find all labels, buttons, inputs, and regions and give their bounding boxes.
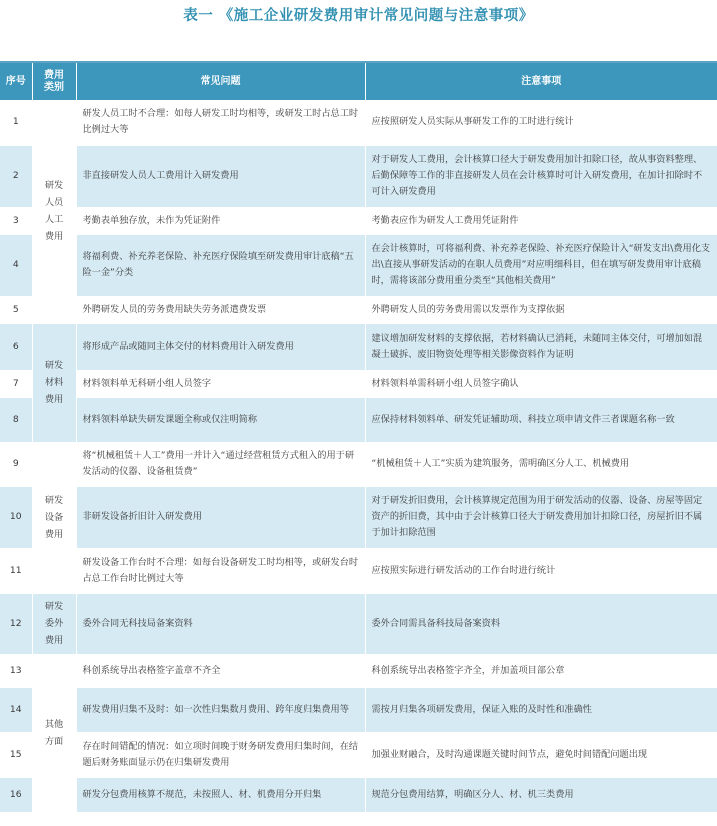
row-number: 16 — [0, 777, 32, 812]
note-cell: 委外合同需具备科技局备案资料 — [365, 593, 717, 654]
table-row — [0, 296, 717, 323]
category-cell: 其他方面 — [32, 654, 76, 812]
problem-cell: 考勤表单独存放，未作为凭证附件 — [76, 207, 365, 234]
problem-cell: 研发分包费用核算不规范，未按照人、材、机费用分开归集 — [76, 777, 365, 812]
note-cell: 加强业财融合，及时沟通课题关键时间节点，避免时间错配问题出现 — [365, 732, 717, 777]
note-cell: 应按照研发人员实际从事研发工作的工时进行统计 — [365, 100, 717, 145]
note-cell: 考勤表应作为研发人工费用凭证附件 — [365, 207, 717, 234]
row-number: 4 — [0, 234, 32, 296]
problem-cell: 将福利费、补充养老保险、补充医疗保险填至研发费用审计底稿“五险一金”分类 — [76, 234, 365, 296]
note-cell: 需按月归集各项研发费用，保证入账的及时性和准确性 — [365, 687, 717, 732]
category-cell: 研发设备费用 — [32, 442, 76, 593]
row-number: 1 — [0, 100, 32, 145]
audit-table-container — [0, 61, 717, 813]
note-cell: 外聘研发人员的劳务费用需以发票作为支撑依据 — [365, 296, 717, 323]
category-cell: 研发委外费用 — [32, 593, 76, 654]
problem-cell: 非研发设备折旧计入研发费用 — [76, 486, 365, 548]
problem-cell: 将形成产品或随同主体交付的材料费用计入研发费用 — [76, 323, 365, 370]
header-category: 费用类别 — [32, 63, 76, 100]
table-row — [0, 100, 717, 145]
table-row — [0, 145, 717, 207]
row-number: 12 — [0, 593, 32, 654]
table-row — [0, 370, 717, 397]
problem-cell: 外聘研发人员的劳务费用缺失劳务派遣费发票 — [76, 296, 365, 323]
problem-cell: 研发设备工作台时不合理：如每台设备研发工时均相等，或研发台时占总工作台时比例过大等 — [76, 548, 365, 593]
row-number: 5 — [0, 296, 32, 323]
note-cell: 对于研发人工费用，会计核算口径大于研发费用加计扣除口径，故从事资料整理、后勤保障等工作的非直接研发人员在会计核算时可计入研发费用，在加计扣除时不可计入研发费用 — [365, 145, 717, 207]
table-row — [0, 687, 717, 732]
table-row — [0, 732, 717, 777]
problem-cell: 材料领料单缺失研发课题全称或仅注明简称 — [76, 397, 365, 442]
header-note: 注意事项 — [365, 63, 717, 100]
problem-cell: 研发人员工时不合理：如每人研发工时均相等，或研发工时占总工时比例过大等 — [76, 100, 365, 145]
note-cell: 建议增加研发材料的支撑依据，若材料确认已消耗，未随同主体交付，可增加如混凝土破拆、废旧物资处理等相关影像资料作为证明 — [365, 323, 717, 370]
audit-table — [0, 63, 717, 813]
table-row — [0, 323, 717, 370]
row-number: 7 — [0, 370, 32, 397]
row-number: 3 — [0, 207, 32, 234]
note-cell: 科创系统导出表格签字齐全，并加盖项目部公章 — [365, 654, 717, 687]
table-row — [0, 777, 717, 812]
category-cell: 研发材料费用 — [32, 323, 76, 442]
note-cell: 对于研发折旧费用，会计核算规定范围为用于研发活动的仪器、设备、房屋等固定资产的折旧费，其中由于会计核算口径大于研发费用加计扣除口径，房屋折旧不属于加计扣除范围 — [365, 486, 717, 548]
category-cell: 研发人员人工费用 — [32, 100, 76, 323]
row-number: 2 — [0, 145, 32, 207]
note-cell: 材料领料单需科研小组人员签字确认 — [365, 370, 717, 397]
table-title: 表一 《施工企业研发费用审计常见问题与注意事项》 — [183, 8, 534, 24]
table-row — [0, 486, 717, 548]
problem-cell: 科创系统导出表格签字盖章不齐全 — [76, 654, 365, 687]
problem-cell: 存在时间错配的情况：如立项时间晚于财务研发费用归集时间，在结题后财务账面显示仍在归集研发费用 — [76, 732, 365, 777]
note-cell: 规范分包费用结算，明确区分人、材、机三类费用 — [365, 777, 717, 812]
note-cell: “机械租赁＋人工”实质为建筑服务，需明确区分人工、机械费用 — [365, 442, 717, 486]
row-number: 8 — [0, 397, 32, 442]
problem-cell: 委外合同无科技局备案资料 — [76, 593, 365, 654]
row-number: 10 — [0, 486, 32, 548]
row-number: 6 — [0, 323, 32, 370]
problem-cell: 材料领料单无科研小组人员签字 — [76, 370, 365, 397]
row-number: 9 — [0, 442, 32, 486]
note-cell: 在会计核算时，可将福利费、补充养老保险、补充医疗保险计入“研发支出\费用化支出\直接从事研发活动的在职人员费用”对应明细科目，但在填写研发费用审计底稿时，需将该部分费用重分类至“其他相关费用” — [365, 234, 717, 296]
table-row — [0, 548, 717, 593]
table-row — [0, 442, 717, 486]
table-header-row — [0, 63, 717, 100]
table-row — [0, 593, 717, 654]
problem-cell: 将“机械租赁＋人工”费用一并计入“通过经营租赁方式租入的用于研发活动的仪器、设备租赁费” — [76, 442, 365, 486]
table-row — [0, 207, 717, 234]
problem-cell: 研发费用归集不及时：如一次性归集数月费用、跨年度归集费用等 — [76, 687, 365, 732]
note-cell: 应保持材料领料单、研发凭证辅助项、科技立项申请文件三者课题名称一致 — [365, 397, 717, 442]
table-row — [0, 234, 717, 296]
row-number: 13 — [0, 654, 32, 687]
row-number: 15 — [0, 732, 32, 777]
row-number: 11 — [0, 548, 32, 593]
note-cell: 应按照实际进行研发活动的工作台时进行统计 — [365, 548, 717, 593]
header-no: 序号 — [0, 63, 32, 100]
header-problem: 常见问题 — [76, 63, 365, 100]
table-row — [0, 654, 717, 687]
row-number: 14 — [0, 687, 32, 732]
problem-cell: 非直接研发人员人工费用计入研发费用 — [76, 145, 365, 207]
table-row — [0, 397, 717, 442]
